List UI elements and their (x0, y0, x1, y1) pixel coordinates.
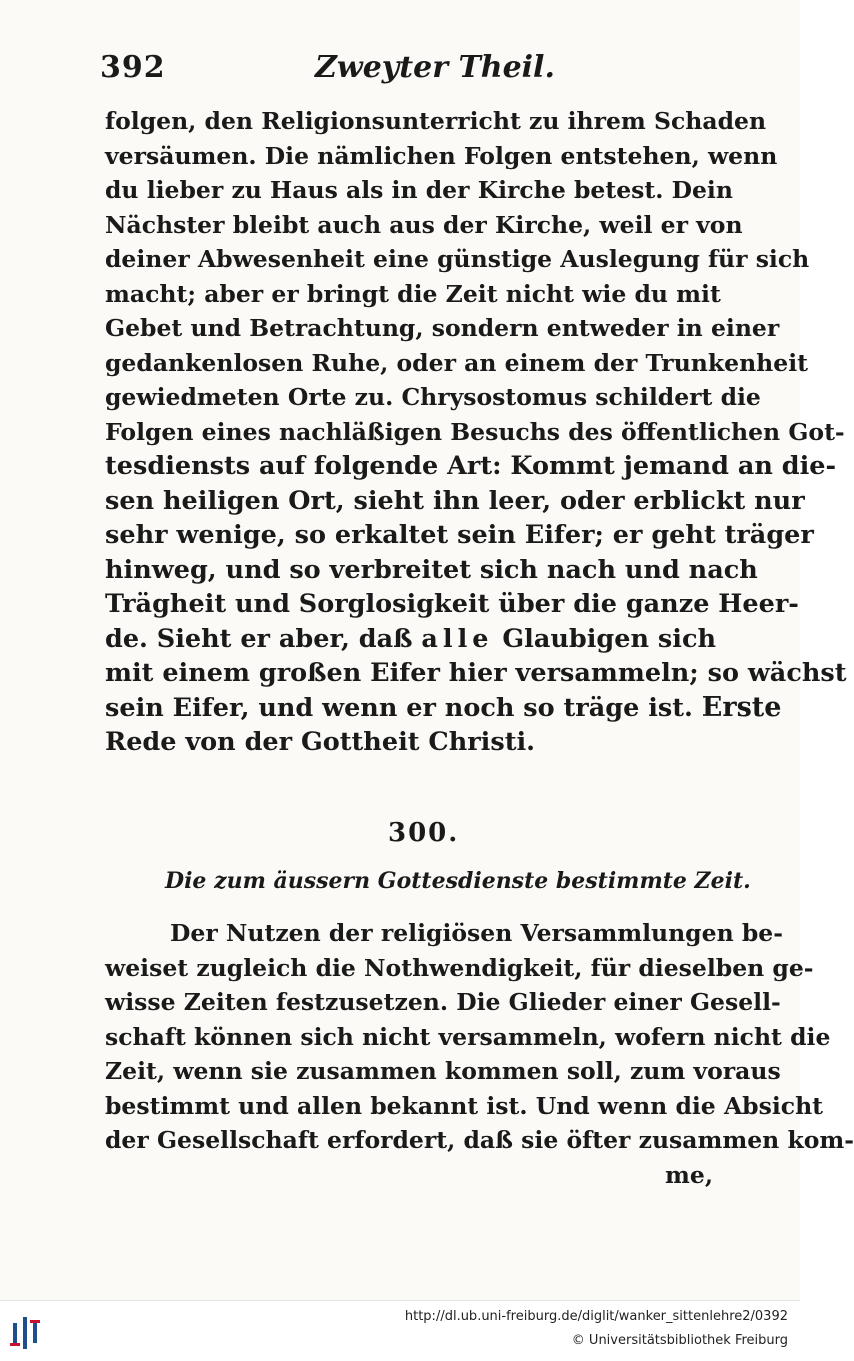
text-line: Trägheit und Sorglosigkeit über die ganze Heer- (105, 589, 799, 619)
emphasized-word: alle (421, 623, 494, 654)
page-header (100, 50, 710, 90)
copyright-notice: © Universitätsbibliothek Freiburg (571, 1333, 788, 1348)
text-line: sen heiligen Ort, sieht ihn leer, oder erblickt nur (105, 485, 805, 516)
text-line: gedankenlosen Ruhe, oder an einem der Trunkenheit (105, 348, 809, 377)
text-line: tesdiensts auf folgende Art: Kommt jemand an die- (105, 451, 837, 481)
running-head: Zweyter Theil. (315, 50, 555, 85)
text-line: Nächster bleibt auch aus der Kirche, weil er von (105, 210, 743, 239)
text-line: mit einem großen Eifer hier versammeln; so wächst (105, 658, 847, 688)
permalink-url[interactable]: http://dl.ub.uni-freiburg.de/diglit/wanker_sittenlehre2/0392 (404, 1309, 788, 1324)
text-segment: Glaubigen sich (493, 623, 717, 654)
text-line: Der Nutzen der religiösen Versammlungen be- (170, 919, 783, 947)
text-line: Folgen eines nachläßigen Besuchs des öffentlichen Got- (105, 417, 845, 446)
text-line: weiset zugleich die Nothwendigkeit, für dieselben ge- (105, 953, 814, 982)
section-number: 300. (388, 818, 460, 848)
section-body-text (105, 916, 854, 1192)
text-line: du lieber zu Haus als in der Kirche betest. Dein (105, 176, 733, 204)
text-line: der Gesellschaft erfordert, daß sie öfter zusammen kom- (105, 1126, 854, 1154)
text-segment: sein Eifer, und wenn er noch so träge ist. (105, 692, 702, 723)
text-line: macht; aber er bringt die Zeit nicht wie du mit (105, 279, 721, 308)
text-line: schaft können sich nicht versammeln, wofern nicht die (105, 1022, 831, 1051)
text-line: versäumen. Die nämlichen Folgen entstehen, wenn (105, 141, 778, 170)
catchword: me, (665, 1160, 713, 1189)
text-line: bestimmt und allen bekannt ist. Und wenn die Absicht (105, 1091, 824, 1120)
text-line-16 (105, 622, 717, 657)
text-line-18 (105, 691, 782, 726)
text-line: folgen, den Religionsunterricht zu ihrem Schaden (105, 107, 767, 135)
text-line: wisse Zeiten festzusetzen. Die Glieder einer Gesell- (105, 988, 781, 1016)
ub-freiburg-logo-icon (10, 1313, 40, 1353)
text-line: Gebet und Betrachtung, sondern entweder in einer (105, 314, 780, 342)
section-title: Die zum äussern Gottesdienste bestimmte Zeit. (165, 868, 751, 894)
text-line: sehr wenige, so erkaltet sein Eifer; er geht träger (105, 520, 814, 550)
text-line: Zeit, wenn sie zusammen kommen soll, zum voraus (105, 1057, 781, 1085)
citation-start: Erste (701, 691, 782, 723)
text-segment: de. Sieht er aber, daß (105, 623, 422, 654)
footer-bar (0, 1300, 800, 1361)
page-number: 392 (100, 50, 166, 85)
text-line: hinweg, und so verbreitet sich nach und nach (105, 554, 758, 585)
body-text (105, 104, 847, 760)
text-line: gewiedmeten Orte zu. Chrysostomus schildert die (105, 383, 761, 411)
text-line: deiner Abwesenheit eine günstige Auslegung für sich (105, 245, 810, 273)
citation-line: Rede von der Gottheit Christi. (105, 727, 536, 757)
